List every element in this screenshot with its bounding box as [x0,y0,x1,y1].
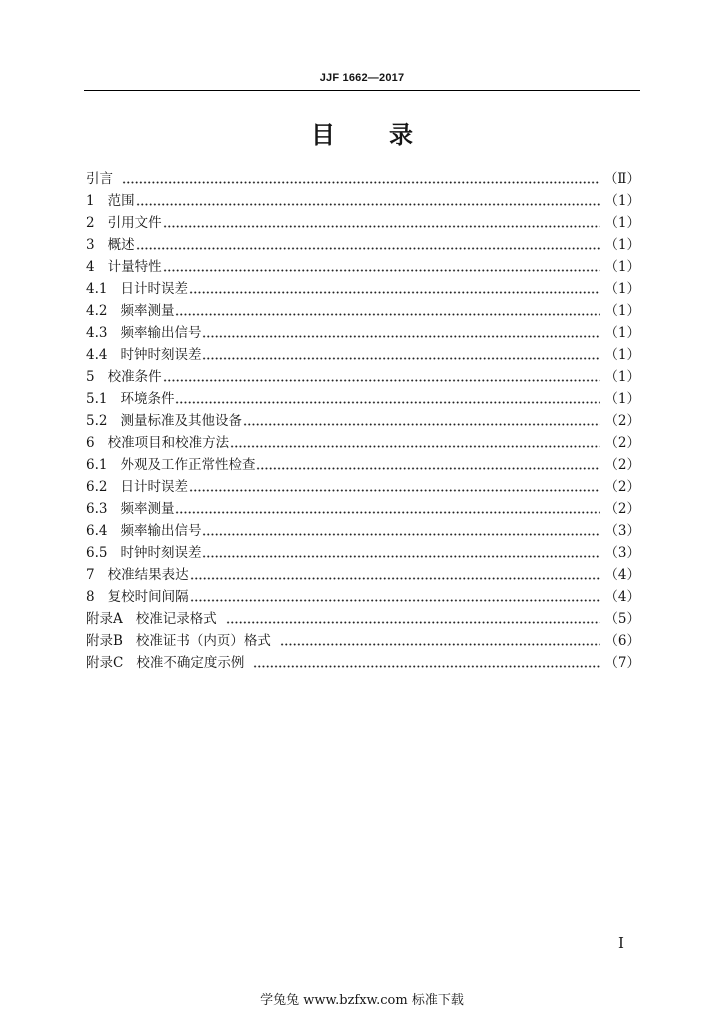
toc-entry-title: 日计时误差 [120,281,188,297]
page-number: I [618,934,624,952]
toc-entry [84,586,640,608]
toc-entry-title: 校准不确定度示例 [136,655,245,671]
toc-entry [84,630,640,652]
toc-entry [84,388,640,410]
toc-entry-title: 校准证书（内页）格式 [135,633,271,649]
toc-entry-page: （6） [604,633,640,649]
toc-dot-leader [163,256,601,278]
toc-entry-title: 校准记录格式 [135,611,217,627]
toc-entry [84,256,640,278]
toc-dot-leader [253,652,600,674]
toc-entry [84,652,640,674]
toc-entry [84,454,640,476]
toc-entry-title: 测量标准及其他设备 [120,413,242,429]
toc-entry-number: 4 [86,259,95,275]
toc-entry-page: （4） [604,567,640,583]
toc-entry-number: 4.4 [86,347,108,363]
toc-entry-page: （4） [604,589,640,605]
toc-entry-page: （1） [604,281,640,297]
toc-entry-title: 频率输出信号 [120,523,202,539]
toc-entry [84,366,640,388]
toc-dot-leader [190,586,601,608]
toc-entry-number: 附录B [86,633,123,649]
toc-entry-number: 4.1 [86,281,108,297]
toc-entry-number: 6.5 [86,545,108,561]
toc-entry [84,234,640,256]
toc-dot-leader [189,278,600,300]
toc-entry-title: 范围 [107,193,135,209]
toc-entry-page: （1） [604,193,640,209]
toc-entry [84,498,640,520]
toc-entry [84,520,640,542]
toc-entry [84,278,640,300]
toc-entry [84,432,640,454]
toc-entry-number: 6.2 [86,479,108,495]
toc-entry-page: （3） [604,545,640,561]
toc-entry-page: （7） [604,655,640,671]
toc-entry-title: 校准项目和校准方法 [107,435,230,451]
toc-entry-number: 5.1 [86,391,108,407]
toc-entry [84,212,640,234]
header-divider [84,90,640,91]
standard-code: JJF 1662—2017 [319,72,405,84]
toc-dot-leader [230,432,600,454]
toc-entry [84,564,640,586]
footer-watermark: 学兔兔 www.bzfxw.com 标准下载 [260,993,464,1008]
toc-entry-page: （1） [604,303,640,319]
toc-entry-number: 2 [86,215,95,231]
toc-entry-title: 时钟时刻误差 [120,545,202,561]
toc-entry-title: 日计时误差 [120,479,188,495]
toc-entry-page: （2） [604,457,640,473]
toc-entry-title: 外观及工作正常性检查 [120,457,256,473]
toc-entry-title: 复校时间间隔 [107,589,189,605]
toc-dot-leader [175,498,600,520]
table-of-contents [84,168,640,674]
toc-entry-page: （3） [604,523,640,539]
toc-entry-number: 3 [86,237,95,253]
toc-entry-number: 6.4 [86,523,108,539]
toc-entry-number: 6.3 [86,501,108,517]
toc-entry-number: 1 [86,193,95,209]
toc-dot-leader [189,476,600,498]
toc-entry-number: 4.2 [86,303,108,319]
toc-entry [84,300,640,322]
toc-entry-title: 引言 [86,171,113,187]
toc-entry [84,322,640,344]
toc-entry-title: 频率输出信号 [120,325,202,341]
toc-dot-leader [122,168,600,190]
toc-entry-page: （2） [604,479,640,495]
toc-entry-page: （1） [604,369,640,385]
toc-dot-leader [175,300,600,322]
toc-entry-page: （5） [604,611,640,627]
toc-dot-leader [136,234,601,256]
toc-dot-leader [202,542,600,564]
toc-entry-title: 引用文件 [107,215,162,231]
toc-entry-number: 附录C [86,655,124,671]
toc-entry-title: 频率测量 [120,303,175,319]
toc-dot-leader [136,190,601,212]
toc-entry-page: （2） [604,413,640,429]
toc-entry-number: 4.3 [86,325,108,341]
toc-dot-leader [190,564,601,586]
toc-dot-leader [202,322,600,344]
toc-dot-leader [280,630,600,652]
toc-dot-leader [202,520,600,542]
toc-entry-number: 6 [86,435,95,451]
toc-dot-leader [175,388,600,410]
toc-entry-page: （1） [604,391,640,407]
toc-entry [84,476,640,498]
page-title: 目 录 [311,120,415,149]
toc-entry-title: 概述 [107,237,135,253]
toc-entry-number: 7 [86,567,95,583]
toc-entry-title: 频率测量 [120,501,175,517]
toc-entry-title: 时钟时刻误差 [120,347,202,363]
toc-entry-number: 5.2 [86,413,108,429]
toc-entry-number: 8 [86,589,95,605]
toc-entry-number: 附录A [86,611,123,627]
toc-entry [84,608,640,630]
toc-dot-leader [163,212,601,234]
toc-entry-title: 环境条件 [120,391,175,407]
toc-entry [84,344,640,366]
toc-dot-leader [202,344,600,366]
toc-entry-page: （1） [604,347,640,363]
toc-dot-leader [243,410,600,432]
toc-entry-page: （1） [604,325,640,341]
toc-entry-page: （Ⅱ） [603,171,640,187]
toc-entry [84,168,640,190]
toc-entry-page: （1） [604,237,640,253]
toc-entry-page: （1） [604,259,640,275]
toc-entry-title: 计量特性 [107,259,162,275]
toc-entry-number: 6.1 [86,457,108,473]
toc-entry-page: （2） [604,501,640,517]
toc-entry-page: （1） [604,215,640,231]
toc-entry [84,542,640,564]
toc-dot-leader [163,366,601,388]
toc-entry [84,190,640,212]
toc-entry-title: 校准条件 [107,369,162,385]
toc-entry-number: 5 [86,369,95,385]
toc-entry-page: （2） [604,435,640,451]
toc-entry-title: 校准结果表达 [107,567,189,583]
toc-dot-leader [226,608,601,630]
toc-dot-leader [256,454,600,476]
toc-entry [84,410,640,432]
